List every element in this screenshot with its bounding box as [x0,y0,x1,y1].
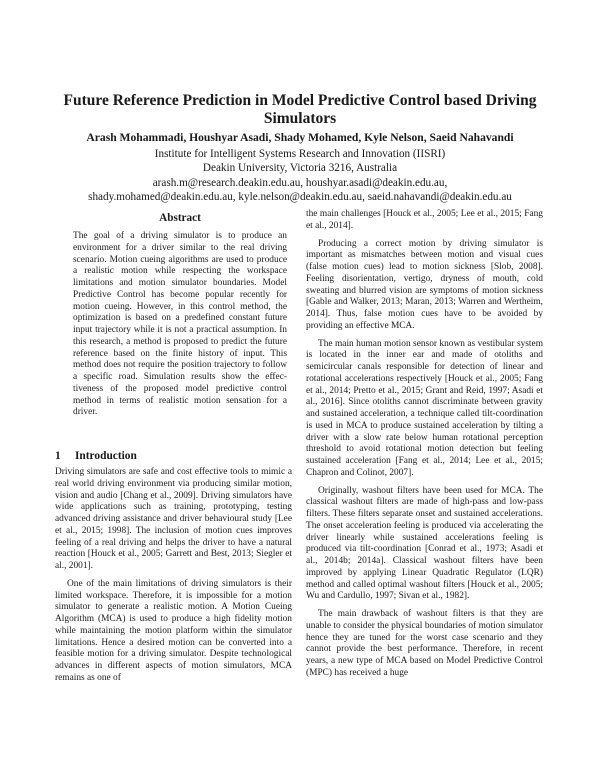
left-column-body [55,467,292,685]
abstract-text: The goal of a driving simulator is to produce an environment for a driver similar to the real driving scenario. Motion cueing algorithms are used to produce a realistic motion while respecting the workspace limitations and motion simulator boundaries. Model Predictive Control has become popular recently for motion cueing. However, in this control method, the optimization is based on a predefined constant future input trajectory while it is not a practical assumption. In this research, a method is proposed to predict the future reference based on the finite history of input. This method does not require the position trajectory to follow a specific road. Simulation results show the effectiveness of the proposed model predictive control method in terms of realistic motion sensation for a driver. [73,231,287,418]
paragraph: Driving simulators are safe and cost effective tools to mimic a real world driving environment via producing similar motion, vision and audio [Chang et al., 2009]. Driving simulators have wide applications such as training, prototyping, testing advanced driving assistance and driver behavioural study [Lee et al., 2015; 1998]. The inclusion of motion cues improves feeling of a real driving and helps the driver to have a natural reaction [Houck et al., 2005; Garrett and Best, 2013; Siegler et al., 2001]. [55,467,292,571]
right-column-body [306,209,543,680]
paragraph: The main drawback of washout filters is that they are unable to consider the physical boundaries of motion simulator hence they are tuned for the worst case scenario and they cannot provide the best performance. Therefore, in recent years, a new type of MCA based on Model Predictive Control (MPC) has received a huge [306,609,543,678]
section-number: 1 [55,450,61,462]
affiliation-emails-line-2: shady.mohamed@deakin.edu.au, kyle.nelson@deakin.edu.au, saeid.nahavandi@deakin.edu.au [88,190,512,203]
section-heading-introduction [55,449,137,463]
affiliation-block [30,147,570,204]
paragraph: The main human motion sensor known as vestibular system is located in the inner ear and made of otoliths and semicircular canals responsible for detection of linear and rotational accelerations respectively [Houck et al., 2005; Fang et al., 2014; Pretto et al., 2015; Grant and Reid, 1997; Asadi et al., 2016]. Since otoliths cannot discriminate between gravity and sustained acceleration, a technique called tilt-coordination is used in MCA to produce sustained acceleration by tilting a driver with a slow rate below human rotational perception threshold to avoid rotational motion detection but feeling sustained acceleration [Fang et al., 2014; Lee et al., 2015; Chapron and Colinot, 2007]. [306,338,543,478]
affiliation-emails-line-1: arash.m@research.deakin.edu.au, houshyar.asadi@deakin.edu.au, [152,176,448,189]
author-list: Arash Mohammadi, Houshyar Asadi, Shady Mohamed, Kyle Nelson, Saeid Nahavandi [86,131,514,144]
paragraph: the main challenges [Houck et al., 2005; Lee et al., 2015; Fang et al., 2014]. [306,209,543,231]
paragraph: Originally, washout filters have been used for MCA. The classical washout filters are made of high-pass and low-pass filters. These filters separate onset and sustained accelerations. The onset acceleration feeling is produced via accelerating the driver linearly while sustained accelerations feeling is produced via tilt-coordination [Conrad et al., 1973; Asadi et al., 2014b; 2014a]. Classical washout filters have been improved by applying Linear Quadratic Regulator (LQR) method and called optimal washout filters [Houck et al., 2005; Wu and Cardullo, 1997; Sivan et al., 1982]. [306,485,543,602]
paragraph: Producing a correct motion by driving simulator is important as mismatches between motion and visual cues (false motion cues) lead to motion sickness [Slob, 2008]. Feeling disorientation, vertigo, dryness of mouth, cold sweating and blurred vision are symptoms of motion sickness [Gable and Walker, 2013; Maran, 2013; Warren and Wertheim, 2014]. Thus, false motion cues have to be avoided by providing an effective MCA. [306,238,543,331]
section-title: Introduction [75,450,137,462]
abstract-heading: Abstract [159,212,201,224]
affiliation-university: Deakin University, Victoria 3216, Australia [202,162,398,175]
paragraph: One of the main limitations of driving simulators is their limited workspace. Therefore, it is impossible for a motion simulator to generate a realistic motion. A Motion Cueing Algorithm (MCA) is used to produce a high fidelity motion while maintaining the motion platform within the simulator limitations. Hence a desired motion can be converted into a feasible motion for a driving simulator. Despite technological advances in different aspects of motion simulators, MCA remains as one of [55,578,292,683]
affiliation-institute: Institute for Intelligent Systems Research and Innovation (IISRI) [154,148,446,160]
paper-title: Future Reference Prediction in Model Predictive Control based Driving Simulators [63,92,537,127]
abstract-body [73,231,287,419]
